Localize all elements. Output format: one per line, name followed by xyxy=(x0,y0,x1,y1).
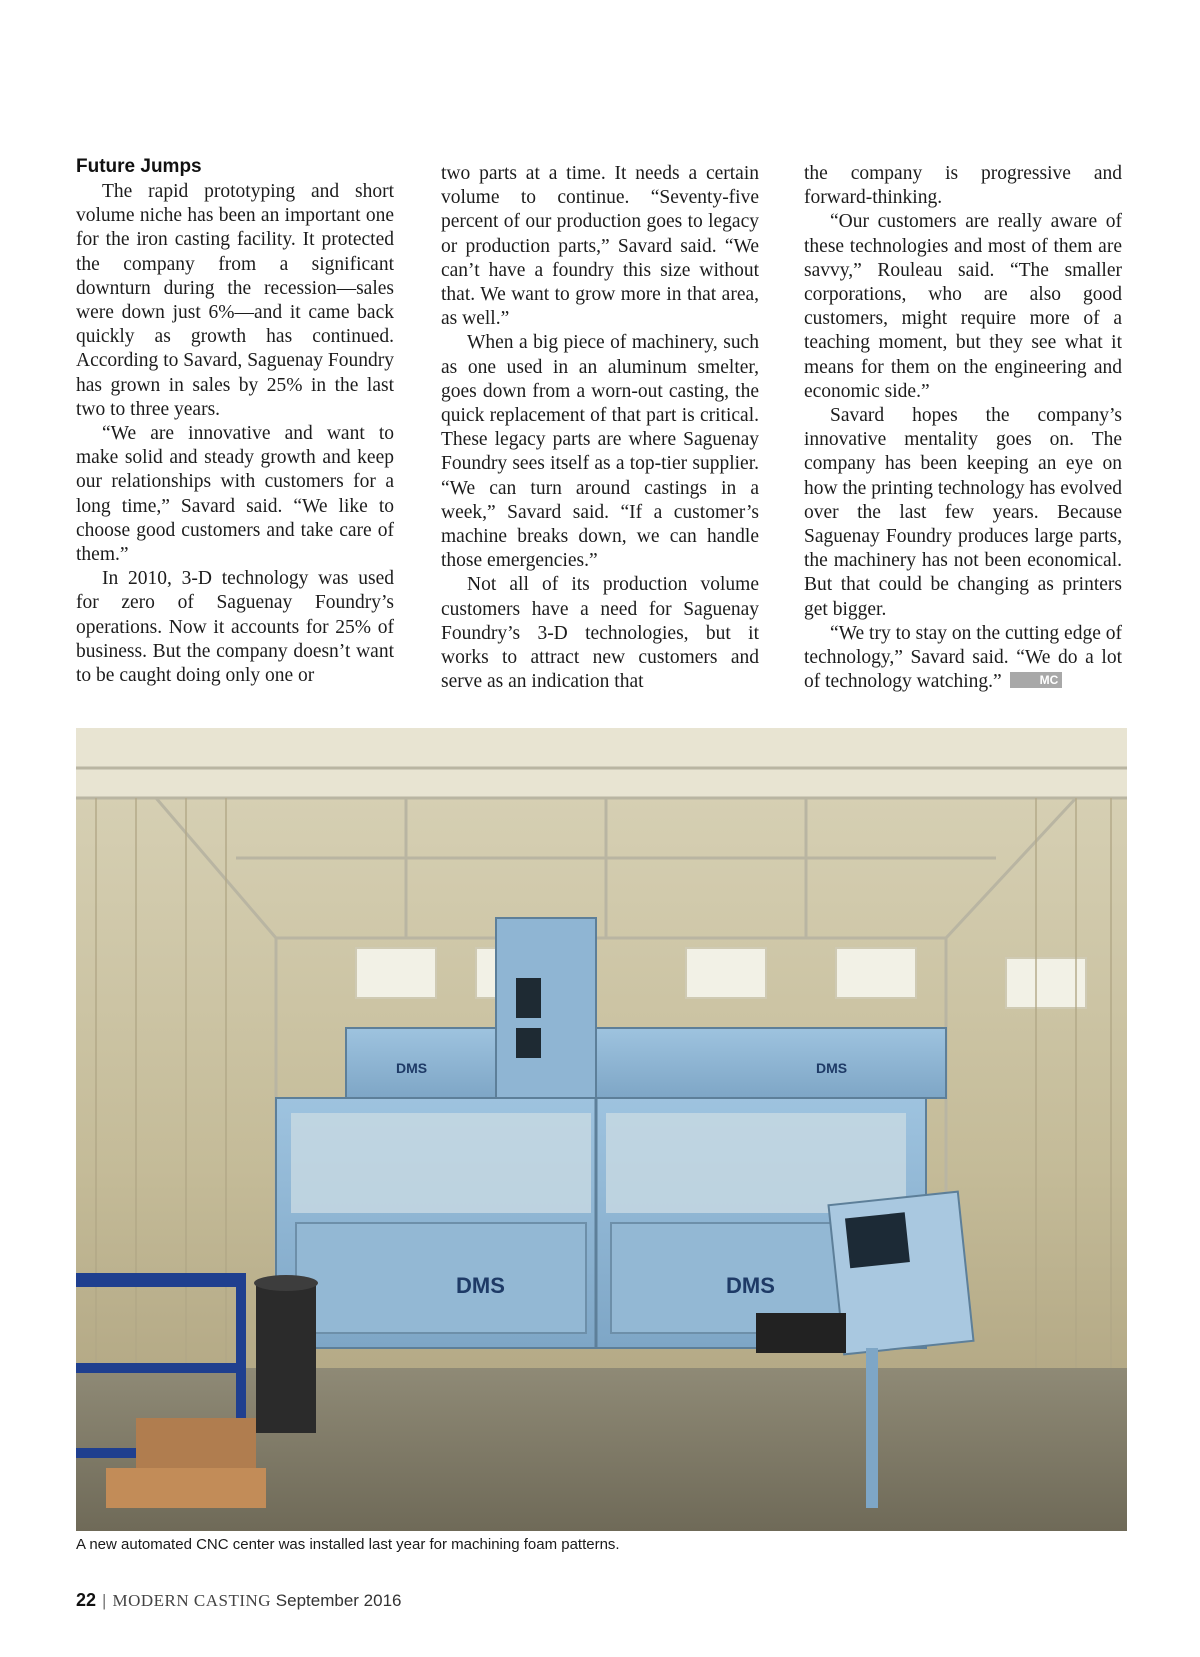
footer-separator: | xyxy=(102,1591,107,1610)
paragraph: In 2010, 3-D technology was used for zero of Saguenay Foundry’s operations. Now it accounts for 25% of business. But the company doesn’t want to be caught doing only one or xyxy=(76,568,394,687)
article-column-2 xyxy=(441,162,759,694)
issue-date: September 2016 xyxy=(275,1591,402,1610)
paragraph-final xyxy=(804,622,1122,695)
article-column-1 xyxy=(76,150,394,688)
paragraph: “We are innovative and want to make solid and steady growth and keep our relationships with customers for a long time,” Savard said. “We like to choose good customers and take care of them.” xyxy=(76,423,394,566)
paragraph-final-text: “We try to stay on the cutting edge of technology,” Savard said. “We do a lot of technology watching.” xyxy=(804,622,1122,693)
dms-logo-label: DMS xyxy=(726,1273,775,1298)
dms-logo-label: DMS xyxy=(396,1060,428,1076)
paragraph: the company is progressive and forward-thinking. xyxy=(804,163,1122,209)
cnc-machine-photo xyxy=(76,728,1127,1531)
dms-logo-label: DMS xyxy=(816,1060,848,1076)
dms-logo-label: DMS xyxy=(456,1273,505,1298)
paragraph: Not all of its production volume customers have a need for Saguenay Foundry’s 3-D technologies, but it works to attract new customers and serve as an indication that xyxy=(441,574,759,693)
paragraph: “Our customers are really aware of these technologies and most of them are savvy,” Rouleau said. “The smaller corporations, who are also good customers, might require more of a teaching moment, but they see what it means for them on the engineering and economic side.” xyxy=(804,211,1122,402)
photo-caption: A new automated CNC center was installed last year for machining foam patterns. xyxy=(76,1536,620,1553)
page-number: 22 xyxy=(76,1590,97,1610)
paragraph: The rapid prototyping and short volume niche has been an important one for the iron casting facility. It protected the company from a significant downturn during the recession—sales were down just 6%—and it came back quickly as growth has continued. According to Savard, Saguenay Foundry has grown in sales by 25% in the last two to three years. xyxy=(76,181,394,420)
section-heading: Future Jumps xyxy=(76,156,202,177)
end-mark-badge: MC xyxy=(1010,672,1063,688)
page-footer xyxy=(76,1590,401,1611)
paragraph: When a big piece of machinery, such as one used in an aluminum smelter, goes down from a worn-out casting, the quick replacement of that part is critical. These legacy parts are where Saguenay Foundry sees itself as a top-tier supplier. “We can turn around castings in a week,” Savard said. “If a customer’s machine breaks down, we can handle those emergencies.” xyxy=(441,332,759,572)
paragraph: two parts at a time. It needs a certain volume to continue. “Seventy-five percent of our production goes to legacy or production parts,” Savard said. “We can’t have a foundry this size without that. We want to grow more in that area, as well.” xyxy=(441,163,759,330)
paragraph: Savard hopes the company’s innovative mentality goes on. The company has been keeping an eye on how the printing technology has evolved over the last few years. Because Saguenay Foundry produces large parts, the machinery has not been economical. But that could be changing as printers get bigger. xyxy=(804,405,1122,620)
photo-illustration xyxy=(76,728,1127,1531)
magazine-name: MODERN CASTING xyxy=(112,1591,272,1610)
article-column-3 xyxy=(804,162,1122,694)
